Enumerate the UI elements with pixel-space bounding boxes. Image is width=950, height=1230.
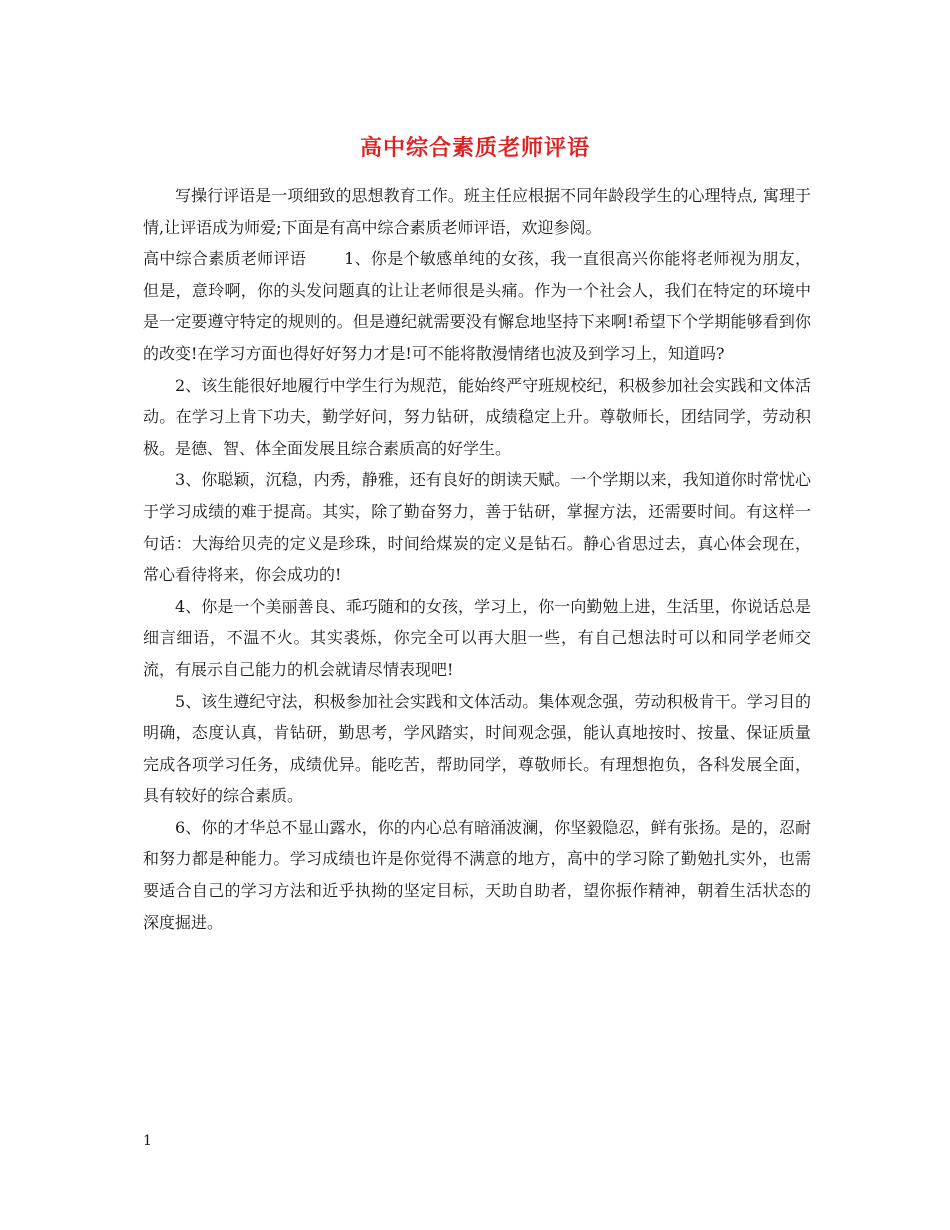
comment-paragraph-3: 3、你聪颖，沉稳，内秀，静雅，还有良好的朗读天赋。一个学期以来，我知道你时常忧心于学习成绩的难于提高。其实，除了勤奋努力，善于钻研，掌握方法，还需要时间。有这样一句话：大海给贝壳的定义是珍珠，时间给煤炭的定义是钻石。静心省思过去，真心体会现在，常心看待将来，你会成功的! [143,470,811,585]
comment-paragraph-4: 4、你是一个美丽善良、乖巧随和的女孩，学习上，你一向勤勉上进，生活里，你说话总是细言细语，不温不火。其实裘烁，你完全可以再大胆一些，有自己想法时可以和同学老师交流，有展示自己能力的机会就请尽情表现吧! [143,596,811,679]
page-number: 1 [143,1133,152,1149]
document-body [143,180,811,938]
comment-paragraph-6: 6、你的才华总不显山露水，你的内心总有暗涌波澜，你坚毅隐忍，鲜有张扬。是的，忍耐和努力都是种能力。学习成绩也许是你觉得不满意的地方，高中的学习除了勤勉扎实外，也需要适合自己的学习方法和近乎执拗的坚定目标，天助自助者，望你振作精神，朝着生活状态的深度掘进。 [143,817,811,932]
first-comment-paragraph [143,243,811,369]
intro-paragraph: 写操行评语是一项细致的思想教育工作。班主任应根据不同年龄段学生的心理特点, 寓理于情,让评语成为师爱;下面是有高中综合素质老师评语，欢迎参阅。 [143,186,811,237]
comment-paragraph-5: 5、该生遵纪守法，积极参加社会实践和文体活动。集体观念强，劳动积极肯干。学习目的明确，态度认真，肯钻研，勤思考，学风踏实，时间观念强，能认真地按时、按量、保证质量完成各项学习任务，成绩优异。能吃苦，帮助同学，尊敬师长。有理想抱负，各科发展全面，具有较好的综合素质。 [143,691,811,806]
section-heading: 高中综合素质老师评语 [143,249,307,269]
page-title: 高中综合素质老师评语 [359,135,590,161]
comment-paragraph-2: 2、该生能很好地履行中学生行为规范，能始终严守班规校纪，积极参加社会实践和文体活动。在学习上肯下功夫，勤学好问，努力钻研，成绩稳定上升。尊敬师长，团结同学，劳动积极。是德、智、体全面发展且综合素质高的好学生。 [143,375,811,458]
comment-paragraph-1: 1、你是个敏感单纯的女孩，我一直很高兴你能将老师视为朋友，但是，意玲啊，你的头发问题真的让让老师很是头痛。作为一个社会人，我们在特定的环境中是一定要遵守特定的规则的。但是遵纪就需要没有懈怠地坚持下来啊!希望下个学期能够看到你的改变!在学习方面也得好好努力才是!可不能将散漫情绪也波及到学习上，知道吗? [143,249,811,363]
